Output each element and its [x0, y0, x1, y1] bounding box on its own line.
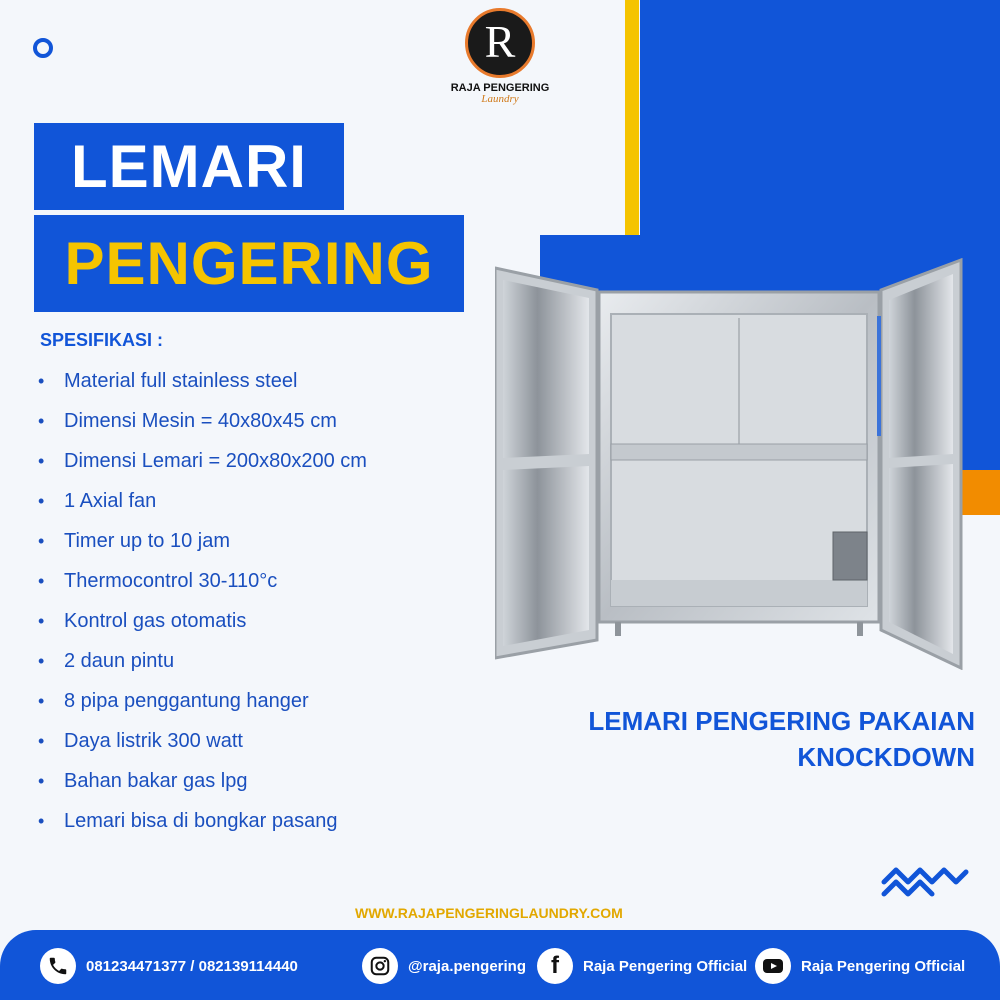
spec-item: • Lemari bisa di bongkar pasang	[38, 810, 338, 832]
youtube-icon	[755, 948, 791, 984]
caption-line-1: LEMARI PENGERING PAKAIAN	[588, 706, 975, 736]
website-link[interactable]: WWW.RAJAPENGERINGLAUNDRY.COM	[355, 905, 623, 921]
instagram-handle: @raja.pengering	[408, 957, 526, 975]
spec-item: • Kontrol gas otomatis	[38, 610, 247, 632]
caption-line-2: KNOCKDOWN	[797, 742, 975, 772]
decor-blue-block	[640, 0, 1000, 235]
phone-icon	[40, 948, 76, 984]
facebook-page: Raja Pengering Official	[583, 957, 748, 975]
page-title-line-1: LEMARI	[71, 133, 307, 200]
spec-item: • Thermocontrol 30-110°c	[38, 570, 278, 592]
phone-numbers: 081234471377 / 082139114440	[86, 957, 298, 975]
footer-facebook[interactable]	[537, 946, 747, 986]
page-title-line-2: PENGERING	[64, 230, 434, 297]
brand-name: RAJA PENGERING	[450, 82, 550, 94]
brand-logo	[450, 8, 550, 118]
spec-item: • 2 daun pintu	[38, 650, 175, 672]
spec-heading: SPESIFIKASI :	[40, 330, 164, 350]
footer-phone[interactable]	[40, 946, 298, 986]
footer-instagram[interactable]	[362, 946, 526, 986]
footer-youtube[interactable]	[755, 946, 965, 986]
facebook-icon: f	[537, 948, 573, 984]
spec-item: • Timer up to 10 jam	[38, 530, 230, 552]
spec-item: • 8 pipa penggantung hanger	[38, 690, 309, 712]
logo-badge: R	[465, 8, 535, 78]
product-caption	[480, 703, 975, 775]
spec-item: • Dimensi Lemari = 200x80x200 cm	[38, 450, 367, 472]
product-image	[495, 258, 963, 670]
wave-icon	[880, 860, 970, 900]
brand-tagline: Laundry	[481, 93, 519, 105]
decor-yellow-stripe	[625, 0, 639, 235]
spec-item: • Dimensi Mesin = 40x80x45 cm	[38, 410, 337, 432]
ring-icon	[33, 38, 53, 58]
spec-item: • Daya listrik 300 watt	[38, 730, 243, 752]
youtube-channel: Raja Pengering Official	[801, 957, 966, 975]
spec-list	[38, 366, 367, 846]
instagram-icon	[362, 948, 398, 984]
spec-item: • Bahan bakar gas lpg	[38, 770, 248, 792]
spec-item: • 1 Axial fan	[38, 490, 157, 512]
spec-item: • Material full stainless steel	[38, 370, 298, 392]
